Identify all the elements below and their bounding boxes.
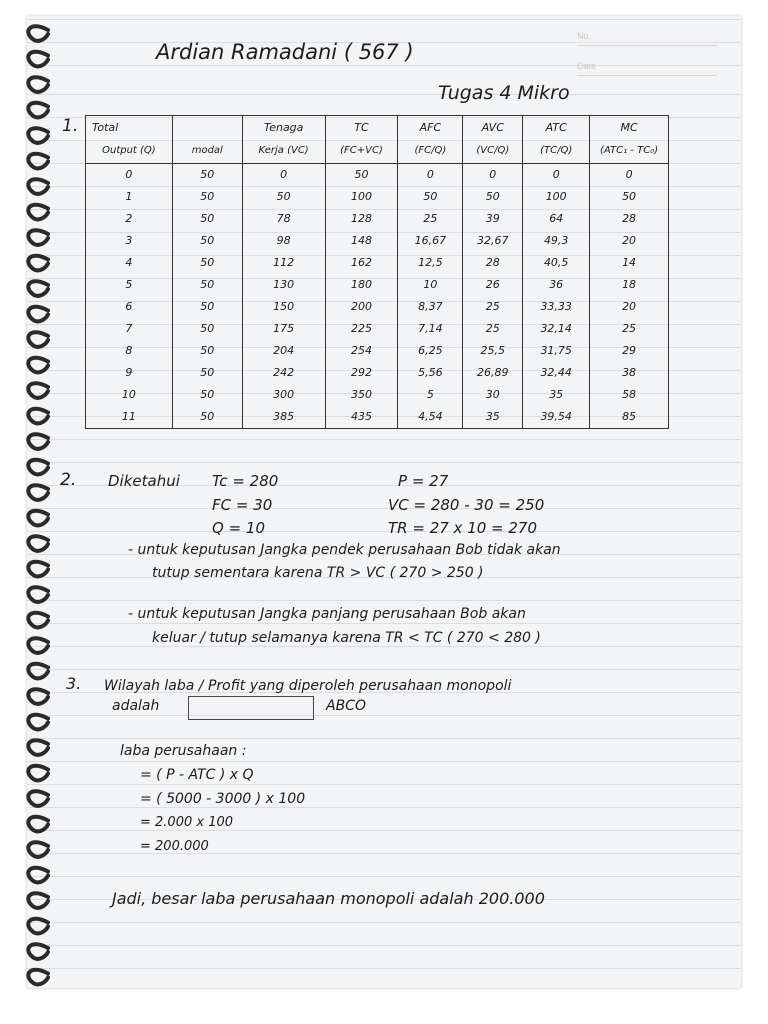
spiral-ring — [28, 128, 48, 143]
table-cell: 10 — [398, 274, 463, 296]
table-cell: 40,5 — [523, 252, 590, 274]
table-row — [86, 384, 669, 406]
table-row — [86, 230, 669, 252]
col-header-afc: (FC/Q) — [398, 138, 463, 164]
spiral-ring — [28, 460, 48, 475]
table-cell: 225 — [325, 318, 398, 340]
table-cell: 49,3 — [523, 230, 590, 252]
q2-tr: TR = 27 x 10 = 270 — [388, 519, 538, 537]
spiral-ring — [28, 77, 48, 92]
table-cell: 18 — [590, 274, 669, 296]
table-cell: 26 — [463, 274, 523, 296]
header-date-line — [577, 75, 717, 76]
table-cell: 26,89 — [463, 362, 523, 384]
table-cell: 50 — [172, 274, 242, 296]
spiral-ring — [28, 281, 48, 296]
table-cell: 242 — [242, 362, 325, 384]
q3-laba-label: laba perusahaan : — [120, 743, 247, 759]
table-cell: 98 — [242, 230, 325, 252]
table-cell: 0 — [590, 164, 669, 187]
table-cell: 200 — [325, 296, 398, 318]
col-header-tc: (FC+VC) — [325, 138, 398, 164]
spiral-ring — [28, 562, 48, 577]
table-cell: 50 — [172, 362, 242, 384]
table-cell: 25 — [398, 208, 463, 230]
col-header-avc-top: AVC — [463, 116, 523, 139]
cost-table-body — [86, 164, 669, 429]
table-cell: 50 — [242, 186, 325, 208]
table-cell: 6 — [86, 296, 173, 318]
table-cell: 20 — [590, 230, 669, 252]
col-header-mc: (ATC₁ - TC₀) — [590, 138, 669, 164]
table-cell: 50 — [463, 186, 523, 208]
spiral-ring — [28, 332, 48, 347]
spiral-ring — [28, 740, 48, 755]
spiral-ring — [28, 26, 48, 41]
table-cell: 36 — [523, 274, 590, 296]
table-cell: 50 — [590, 186, 669, 208]
table-cell: 50 — [172, 318, 242, 340]
table-cell: 50 — [325, 164, 398, 187]
table-cell: 50 — [172, 230, 242, 252]
table-cell: 130 — [242, 274, 325, 296]
table-cell: 8,37 — [398, 296, 463, 318]
col-header-modal-top — [172, 116, 242, 139]
q1-number: 1. — [62, 116, 79, 136]
table-cell: 29 — [590, 340, 669, 362]
table-row — [86, 340, 669, 362]
assignment-title: Tugas 4 Mikro — [438, 82, 570, 104]
table-cell: 85 — [590, 406, 669, 429]
table-row — [86, 164, 669, 187]
spiral-ring — [28, 664, 48, 679]
table-cell: 7,14 — [398, 318, 463, 340]
spiral-ring — [28, 52, 48, 67]
q3-line1: Wilayah laba / Profit yang diperoleh perusahaan monopoli — [104, 678, 512, 694]
spiral-ring — [28, 230, 48, 245]
q3-step4: = 200.000 — [140, 839, 209, 854]
spiral-ring — [28, 715, 48, 730]
table-cell: 25 — [463, 296, 523, 318]
table-cell: 50 — [172, 384, 242, 406]
table-cell: 28 — [590, 208, 669, 230]
table-cell: 292 — [325, 362, 398, 384]
table-row — [86, 406, 669, 429]
table-cell: 5 — [86, 274, 173, 296]
table-cell: 16,67 — [398, 230, 463, 252]
q2-long-run-line1: - untuk keputusan Jangka panjang perusahaan Bob akan — [128, 606, 526, 622]
table-cell: 10 — [86, 384, 173, 406]
header-no-label: No. — [577, 31, 592, 41]
table-cell: 0 — [86, 164, 173, 187]
table-cell: 9 — [86, 362, 173, 384]
table-cell: 11 — [86, 406, 173, 429]
q2-fc: FC = 30 — [212, 496, 273, 514]
col-header-output-top: Total — [86, 116, 173, 139]
table-cell: 162 — [325, 252, 398, 274]
spiral-ring — [28, 970, 48, 985]
table-row — [86, 362, 669, 384]
spiral-ring — [28, 383, 48, 398]
table-cell: 64 — [523, 208, 590, 230]
table-cell: 180 — [325, 274, 398, 296]
col-header-tc-top: TC — [325, 116, 398, 139]
spiral-ring — [28, 307, 48, 322]
table-cell: 35 — [463, 406, 523, 429]
table-cell: 50 — [172, 296, 242, 318]
q3-step3: = 2.000 x 100 — [140, 815, 234, 830]
spiral-ring — [28, 205, 48, 220]
spiral-ring — [28, 842, 48, 857]
col-header-mc-top: MC — [590, 116, 669, 139]
table-row — [86, 186, 669, 208]
table-cell: 5,56 — [398, 362, 463, 384]
table-cell: 32,44 — [523, 362, 590, 384]
table-row — [86, 296, 669, 318]
spiral-ring — [28, 766, 48, 781]
table-cell: 78 — [242, 208, 325, 230]
spiral-ring — [28, 919, 48, 934]
table-cell: 50 — [172, 406, 242, 429]
student-name: Ardian Ramadani ( 567 ) — [156, 40, 414, 64]
spiral-ring — [28, 638, 48, 653]
q2-short-run-line2: tutup sementara karena TR > VC ( 270 > 250 ) — [152, 565, 484, 581]
col-header-avc: (VC/Q) — [463, 138, 523, 164]
cost-table — [85, 115, 669, 429]
q3-number: 3. — [66, 674, 82, 693]
table-cell: 20 — [590, 296, 669, 318]
spiral-ring — [28, 944, 48, 959]
q3-conclusion: Jadi, besar laba perusahaan monopoli adalah 200.000 — [112, 889, 545, 908]
table-cell: 35 — [523, 384, 590, 406]
col-header-atc-top: ATC — [523, 116, 590, 139]
table-cell: 32,14 — [523, 318, 590, 340]
spiral-ring — [28, 154, 48, 169]
table-cell: 30 — [463, 384, 523, 406]
table-cell: 128 — [325, 208, 398, 230]
table-cell: 8 — [86, 340, 173, 362]
table-cell: 50 — [172, 208, 242, 230]
spiral-ring — [28, 791, 48, 806]
table-row — [86, 252, 669, 274]
table-cell: 0 — [523, 164, 590, 187]
header-date-label: Date — [577, 61, 597, 71]
table-cell: 4,54 — [398, 406, 463, 429]
table-cell: 50 — [172, 186, 242, 208]
table-cell: 0 — [242, 164, 325, 187]
table-cell: 5 — [398, 384, 463, 406]
spiral-ring — [28, 689, 48, 704]
q3-step1: = ( P - ATC ) x Q — [140, 767, 254, 783]
table-cell: 25 — [590, 318, 669, 340]
table-row — [86, 208, 669, 230]
col-header-modal: modal — [172, 138, 242, 164]
q2-long-run-line2: keluar / tutup selamanya karena TR < TC ( 270 < 280 ) — [152, 630, 541, 646]
table-cell: 254 — [325, 340, 398, 362]
table-cell: 204 — [242, 340, 325, 362]
table-cell: 58 — [590, 384, 669, 406]
spiral-ring — [28, 358, 48, 373]
table-cell: 300 — [242, 384, 325, 406]
table-cell: 25 — [463, 318, 523, 340]
q2-short-run-line1: - untuk keputusan Jangka pendek perusahaan Bob tidak akan — [128, 542, 561, 558]
col-header-output: Output (Q) — [86, 138, 173, 164]
spiral-ring — [28, 587, 48, 602]
col-header-afc-top: AFC — [398, 116, 463, 139]
table-cell: 7 — [86, 318, 173, 340]
table-cell: 28 — [463, 252, 523, 274]
table-cell: 50 — [172, 252, 242, 274]
table-cell: 100 — [523, 186, 590, 208]
spiral-ring — [28, 179, 48, 194]
table-cell: 2 — [86, 208, 173, 230]
table-cell: 39 — [463, 208, 523, 230]
q2-known-label: Diketahui — [108, 472, 180, 490]
spiral-ring — [28, 817, 48, 832]
table-cell: 33,33 — [523, 296, 590, 318]
spiral-ring — [28, 893, 48, 908]
table-cell: 6,25 — [398, 340, 463, 362]
spiral-ring — [28, 613, 48, 628]
table-cell: 14 — [590, 252, 669, 274]
q2-vc: VC = 280 - 30 = 250 — [388, 496, 545, 514]
table-cell: 112 — [242, 252, 325, 274]
spiral-ring — [28, 536, 48, 551]
table-row — [86, 274, 669, 296]
table-cell: 12,5 — [398, 252, 463, 274]
table-cell: 38 — [590, 362, 669, 384]
table-cell: 4 — [86, 252, 173, 274]
col-header-vc: Kerja (VC) — [242, 138, 325, 164]
table-cell: 25,5 — [463, 340, 523, 362]
table-cell: 50 — [398, 186, 463, 208]
table-cell: 0 — [463, 164, 523, 187]
spiral-ring — [28, 103, 48, 118]
q2-tc: Tc = 280 — [212, 472, 279, 490]
table-cell: 435 — [325, 406, 398, 429]
table-cell: 385 — [242, 406, 325, 429]
spiral-ring — [28, 256, 48, 271]
table-cell: 0 — [398, 164, 463, 187]
q3-line2-prefix: adalah — [112, 698, 160, 714]
table-row — [86, 318, 669, 340]
table-cell: 148 — [325, 230, 398, 252]
spiral-ring — [28, 485, 48, 500]
table-cell: 39,54 — [523, 406, 590, 429]
table-cell: 350 — [325, 384, 398, 406]
spiral-ring — [28, 434, 48, 449]
header-no-line — [577, 45, 717, 46]
q3-answer-box — [188, 696, 314, 720]
q3-line2-suffix: ABCO — [326, 698, 366, 714]
table-cell: 50 — [172, 164, 242, 187]
spiral-ring — [28, 409, 48, 424]
table-cell: 175 — [242, 318, 325, 340]
spiral-ring — [28, 868, 48, 883]
spiral-ring — [28, 511, 48, 526]
spiral-binding — [0, 0, 60, 1024]
table-cell: 150 — [242, 296, 325, 318]
q2-number: 2. — [60, 470, 77, 490]
table-cell: 31,75 — [523, 340, 590, 362]
col-header-atc: (TC/Q) — [523, 138, 590, 164]
table-cell: 100 — [325, 186, 398, 208]
q3-step2: = ( 5000 - 3000 ) x 100 — [140, 791, 306, 807]
table-cell: 1 — [86, 186, 173, 208]
table-cell: 3 — [86, 230, 173, 252]
col-header-vc-top: Tenaga — [242, 116, 325, 139]
table-cell: 32,67 — [463, 230, 523, 252]
table-cell: 50 — [172, 340, 242, 362]
q2-p: P = 27 — [398, 472, 449, 490]
q2-q: Q = 10 — [212, 519, 265, 537]
